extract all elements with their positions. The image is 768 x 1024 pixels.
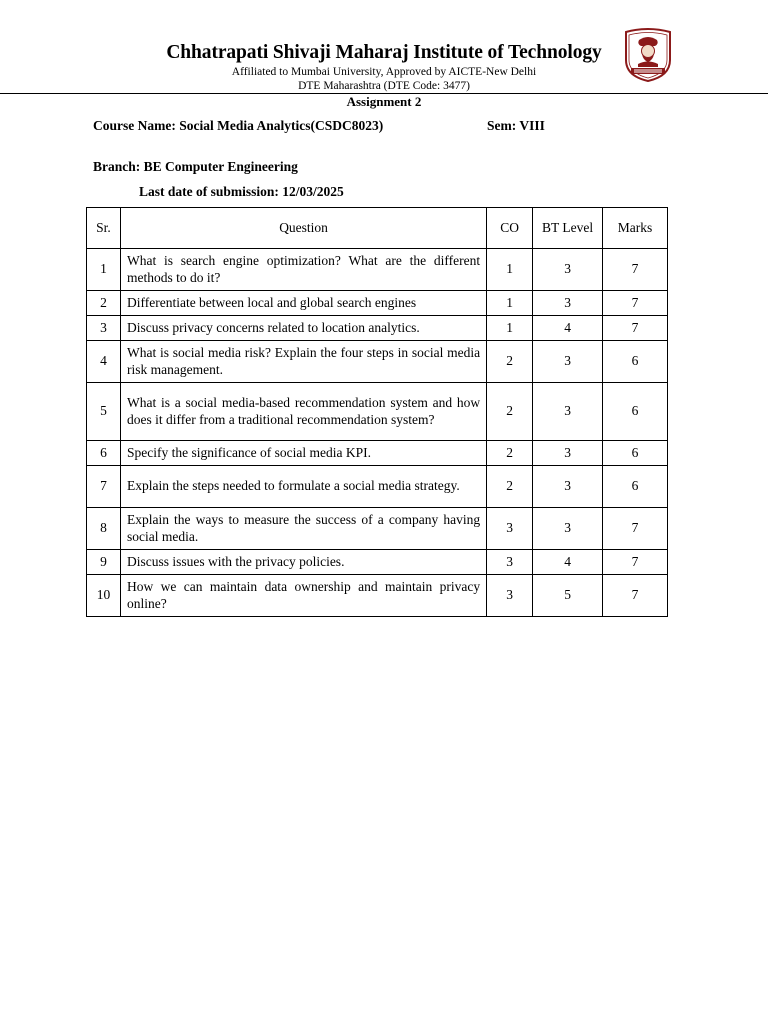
marks-cell: 6: [603, 341, 668, 383]
co-cell: 3: [487, 575, 533, 617]
question-cell: Discuss issues with the privacy policies.: [120, 550, 486, 575]
header-marks: Marks: [603, 208, 668, 249]
marks-cell: 7: [603, 550, 668, 575]
co-cell: 2: [487, 341, 533, 383]
table-row: [87, 383, 668, 441]
semester: Sem: VIII: [487, 118, 545, 133]
header-sr: Sr.: [87, 208, 121, 249]
question-cell: Discuss privacy concerns related to location analytics.: [120, 316, 486, 341]
co-cell: 1: [487, 291, 533, 316]
table-row: [87, 508, 668, 550]
co-cell: 1: [487, 249, 533, 291]
sr-cell: 5: [87, 383, 121, 441]
sr-cell: 6: [87, 441, 121, 466]
bt-level-cell: 4: [533, 550, 603, 575]
table-row: [87, 466, 668, 508]
header-co: CO: [487, 208, 533, 249]
institute-seal-icon: [622, 26, 674, 82]
affiliation-line-2: DTE Maharashtra (DTE Code: 3477): [298, 80, 470, 92]
sr-cell: 9: [87, 550, 121, 575]
table-row: [87, 316, 668, 341]
table-row: [87, 341, 668, 383]
co-cell: 2: [487, 466, 533, 508]
sr-cell: 1: [87, 249, 121, 291]
institute-name: Chhatrapati Shivaji Maharaj Institute of Technology: [166, 42, 602, 63]
marks-cell: 6: [603, 441, 668, 466]
table-row: [87, 441, 668, 466]
marks-cell: 7: [603, 291, 668, 316]
bt-level-cell: 3: [533, 249, 603, 291]
sr-cell: 8: [87, 508, 121, 550]
bt-level-cell: 3: [533, 291, 603, 316]
sr-cell: 10: [87, 575, 121, 617]
table-row: [87, 550, 668, 575]
marks-cell: 7: [603, 575, 668, 617]
submission-deadline: Last date of submission: 12/03/2025: [139, 184, 344, 199]
marks-cell: 6: [603, 383, 668, 441]
co-cell: 2: [487, 441, 533, 466]
co-cell: 3: [487, 550, 533, 575]
table-row: [87, 249, 668, 291]
table-header-row: [87, 208, 668, 249]
question-cell: What is a social media-based recommendation system and how does it differ from a traditional recommendation system?: [120, 383, 486, 441]
question-cell: How we can maintain data ownership and maintain privacy online?: [120, 575, 486, 617]
marks-cell: 7: [603, 316, 668, 341]
branch: Branch: BE Computer Engineering: [93, 159, 298, 174]
assignment-title: Assignment 2: [346, 94, 422, 109]
question-cell: Explain the steps needed to formulate a social media strategy.: [120, 466, 486, 508]
bt-level-cell: 3: [533, 508, 603, 550]
sr-cell: 3: [87, 316, 121, 341]
bt-level-cell: 3: [533, 341, 603, 383]
bt-level-cell: 4: [533, 316, 603, 341]
questions-table: [86, 207, 668, 617]
marks-cell: 7: [603, 249, 668, 291]
sr-cell: 7: [87, 466, 121, 508]
sr-cell: 2: [87, 291, 121, 316]
bt-level-cell: 3: [533, 441, 603, 466]
sr-cell: 4: [87, 341, 121, 383]
bt-level-cell: 3: [533, 466, 603, 508]
table-row: [87, 575, 668, 617]
header-bt-level: BT Level: [533, 208, 603, 249]
marks-cell: 6: [603, 466, 668, 508]
co-cell: 3: [487, 508, 533, 550]
co-cell: 2: [487, 383, 533, 441]
question-cell: What is social media risk? Explain the four steps in social media risk management.: [120, 341, 486, 383]
questions-body: [87, 249, 668, 617]
course-name: Course Name: Social Media Analytics(CSDC8023): [93, 118, 384, 133]
question-cell: Explain the ways to measure the success of a company having social media.: [120, 508, 486, 550]
question-cell: Differentiate between local and global search engines: [120, 291, 486, 316]
co-cell: 1: [487, 316, 533, 341]
bt-level-cell: 3: [533, 383, 603, 441]
table-row: [87, 291, 668, 316]
bt-level-cell: 5: [533, 575, 603, 617]
question-cell: What is search engine optimization? What are the different methods to do it?: [120, 249, 486, 291]
header-question: Question: [120, 208, 486, 249]
marks-cell: 7: [603, 508, 668, 550]
question-cell: Specify the significance of social media KPI.: [120, 441, 486, 466]
affiliation-line-1: Affiliated to Mumbai University, Approved by AICTE-New Delhi: [231, 66, 537, 78]
